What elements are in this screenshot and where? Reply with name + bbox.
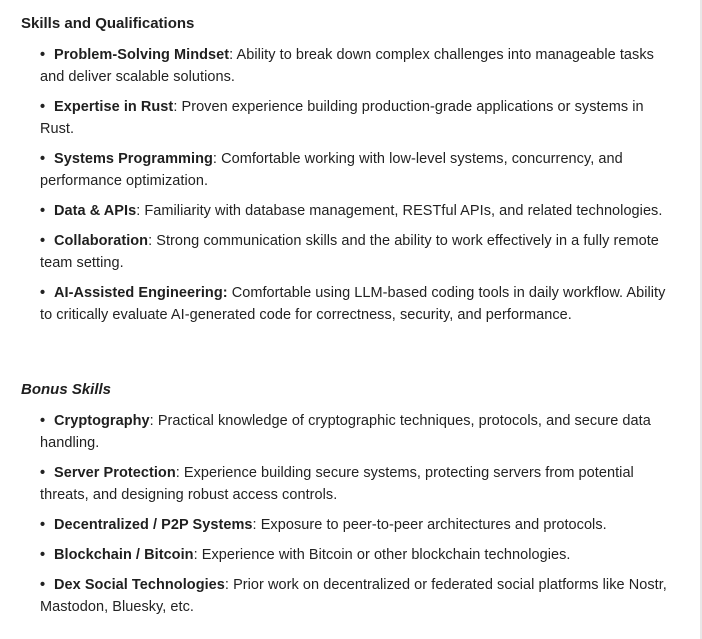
item-term: Cryptography <box>54 413 150 429</box>
item-description: : Strong communication skills and the ability to work effectively in a fully remote team setting. <box>40 233 659 271</box>
bullet-icon: • <box>40 285 46 301</box>
item-term: AI-Assisted Engineering: <box>54 285 228 301</box>
list-item-problem-solving <box>40 44 680 88</box>
list-item-dex-social <box>40 574 680 618</box>
item-description: : Familiarity with database management, RESTful APIs, and related technologies. <box>136 203 663 219</box>
bullet-icon: • <box>40 577 46 593</box>
list-item-blockchain <box>40 544 680 566</box>
bullet-icon: • <box>40 99 46 115</box>
bullet-icon: • <box>40 547 46 563</box>
list-item-p2p-systems <box>40 514 680 536</box>
item-description: : Comfortable working with low-level systems, concurrency, and performance optimization. <box>40 151 623 189</box>
list-item-collaboration <box>40 230 680 274</box>
item-description: : Experience building secure systems, protecting servers from potential threats, and designing robust access controls. <box>40 465 634 503</box>
item-term: Systems Programming <box>54 151 213 167</box>
item-term: Collaboration <box>54 233 149 249</box>
item-description: : Experience with Bitcoin or other blockchain technologies. <box>193 547 571 563</box>
item-term: Decentralized / P2P Systems <box>54 517 253 533</box>
bullet-icon: • <box>40 47 46 63</box>
item-term: Server Protection <box>54 465 176 481</box>
item-term: Dex Social Technologies <box>54 577 225 593</box>
bonus-skills-list <box>40 410 680 626</box>
list-item-systems-programming <box>40 148 680 192</box>
list-item-data-apis <box>40 200 680 222</box>
bullet-icon: • <box>40 203 46 219</box>
list-item-rust <box>40 96 680 140</box>
skills-list <box>40 44 680 334</box>
bullet-icon: • <box>40 233 46 249</box>
list-item-cryptography <box>40 410 680 454</box>
item-description: : Practical knowledge of cryptographic techniques, protocols, and secure data handling. <box>40 413 651 451</box>
item-term: Problem-Solving Mindset <box>54 47 230 63</box>
bullet-icon: • <box>40 517 46 533</box>
list-item-ai-assisted <box>40 282 680 326</box>
item-description: : Ability to break down complex challenges into manageable tasks and deliver scalable solutions. <box>40 47 654 85</box>
list-item-server-protection <box>40 462 680 506</box>
item-term: Data & APIs <box>54 203 137 219</box>
bullet-icon: • <box>40 413 46 429</box>
item-description: : Proven experience building production-grade applications or systems in Rust. <box>40 99 644 137</box>
item-term: Expertise in Rust <box>54 99 174 115</box>
bullet-icon: • <box>40 151 46 167</box>
skills-heading: Skills and Qualifications <box>21 15 195 32</box>
item-description: : Prior work on decentralized or federated social platforms like Nostr, Mastodon, Bluesky, etc. <box>40 577 667 615</box>
bonus-skills-heading: Bonus Skills <box>21 381 112 398</box>
item-description: Comfortable using LLM-based coding tools in daily workflow. Ability to critically evaluate AI-generated code for correctness, security, and performance. <box>40 285 666 323</box>
item-description: : Exposure to peer-to-peer architectures and protocols. <box>252 517 607 533</box>
bullet-icon: • <box>40 465 46 481</box>
item-term: Blockchain / Bitcoin <box>54 547 194 563</box>
